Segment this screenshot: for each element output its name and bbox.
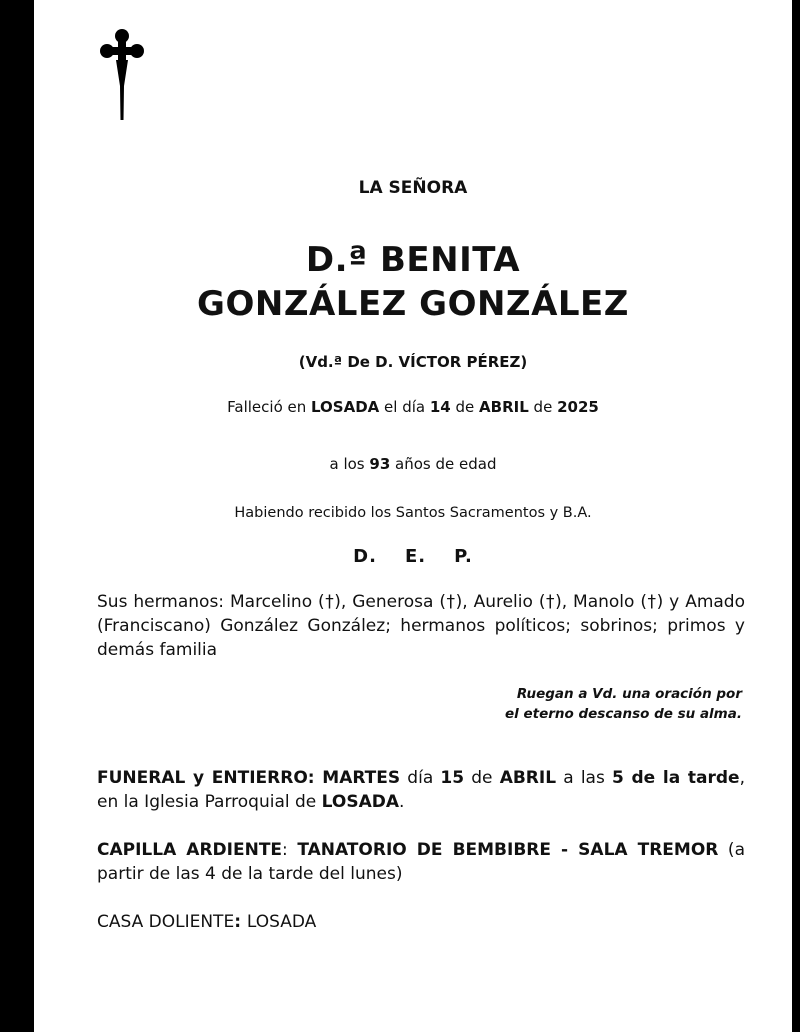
- prayer-line-2: el eterno descanso de su alma.: [505, 706, 742, 722]
- dep: D. E. P.: [353, 546, 473, 567]
- right-border: [792, 0, 800, 1032]
- salutation: LA SEÑORA: [358, 178, 468, 198]
- death-month: ABRIL: [479, 398, 529, 416]
- widow-of: (Vd.ª De D. VÍCTOR PÉREZ): [298, 353, 528, 371]
- family-text: Sus hermanos: Marcelino (†), Generosa (†), Aurelio (†), Manolo (†) y Amado (Franciscano) González González; hermanos políticos; sobrinos; primos y demás familia: [97, 592, 745, 660]
- casa-place: LOSADA: [246, 912, 317, 932]
- casa-label: CASA DOLIENTE: [97, 912, 235, 932]
- name-line-1: D.ª BENITA: [305, 240, 521, 280]
- death-year: 2025: [557, 398, 599, 416]
- prayer-line-1: Ruegan a Vd. una oración por: [516, 686, 742, 702]
- capilla-venue: TANATORIO DE BEMBIBRE - SALA TREMOR: [297, 840, 719, 860]
- deceased-name: [34, 238, 792, 326]
- funeral-label: FUNERAL y ENTIERRO: MARTES: [97, 768, 401, 788]
- death-place: LOSADA: [311, 398, 380, 416]
- prayer-request: [400, 684, 742, 724]
- capilla-label: CAPILLA ARDIENTE: [97, 840, 283, 860]
- funeral-info: FUNERAL y ENTIERRO: MARTES día 15 de ABRIL a las 5 de la tarde, en la Iglesia Parroquial de LOSADA.: [97, 768, 745, 812]
- name-line-2: GONZÁLEZ GONZÁLEZ: [197, 284, 629, 324]
- cross-icon: [98, 26, 146, 122]
- sacraments: Habiendo recibido los Santos Sacramentos y B.A.: [234, 505, 592, 521]
- left-border: [0, 0, 34, 1032]
- capilla-info: CAPILLA ARDIENTE: TANATORIO DE BEMBIBRE - SALA TREMOR (a partir de las 4 de la tarde del lunes): [97, 840, 745, 884]
- death-day: 14: [429, 398, 451, 416]
- age-info: a los 93 años de edad: [329, 455, 497, 473]
- casa-info: CASA DOLIENTE: LOSADA: [97, 912, 317, 932]
- death-info: Falleció en LOSADA el día 14 de ABRIL de 2025: [227, 398, 599, 416]
- age-years: 93: [369, 455, 391, 473]
